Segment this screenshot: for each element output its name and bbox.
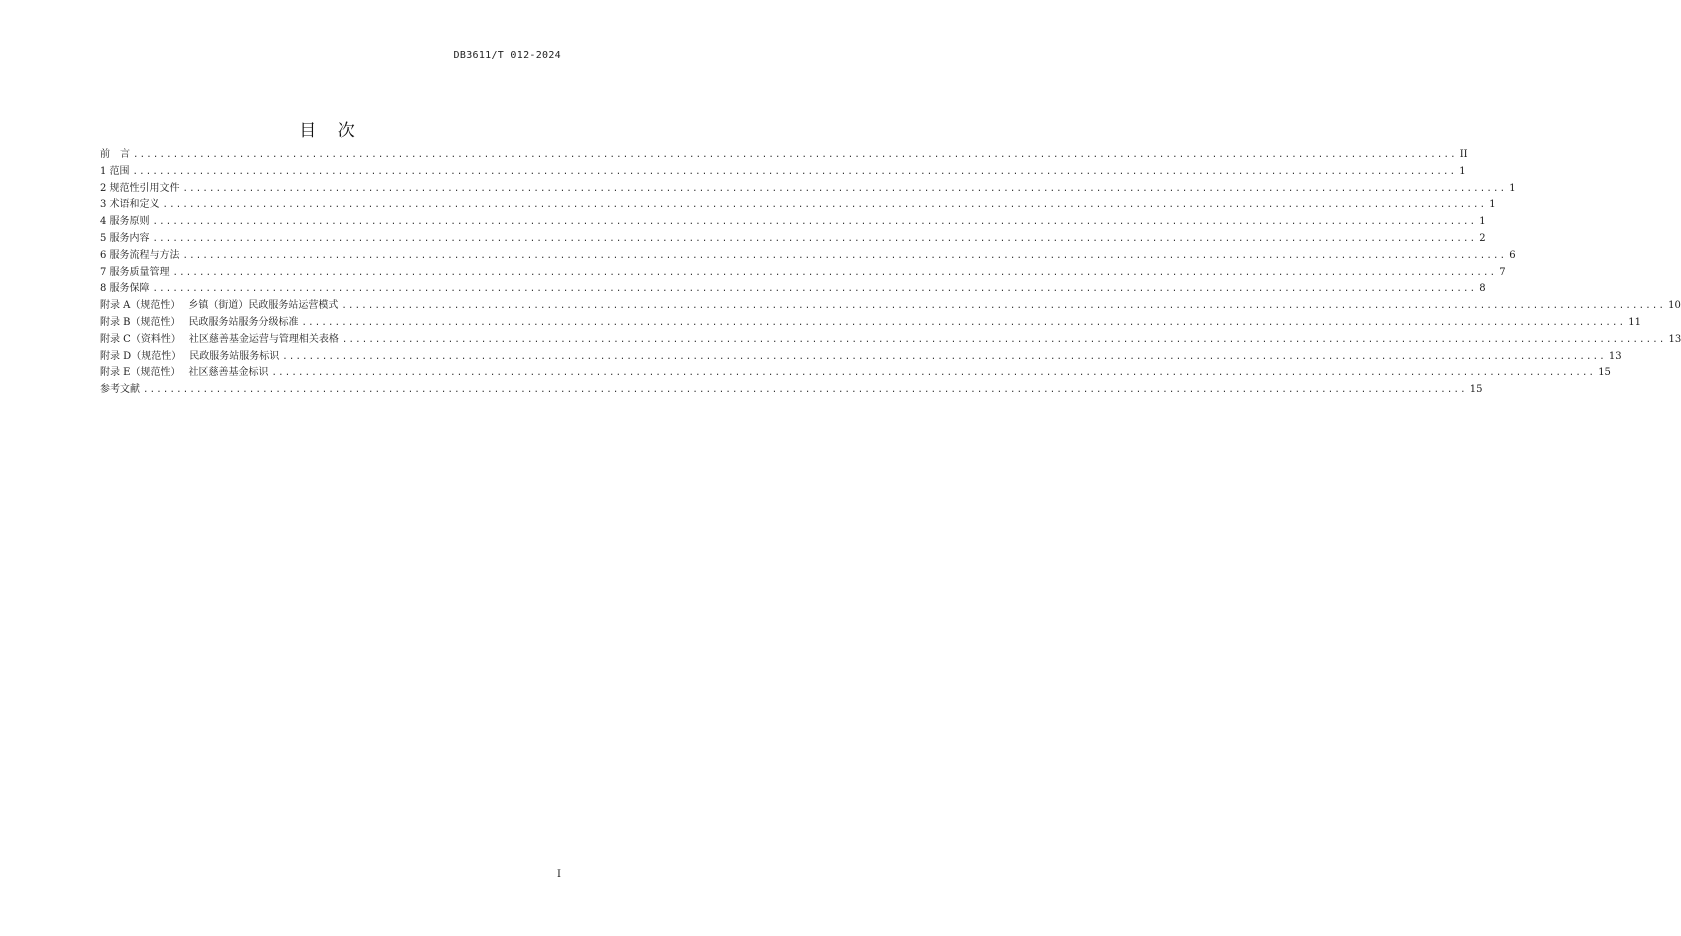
toc-dot-leader: ........................................................................................................................................................................................................ [271,368,1596,379]
toc-dot-leader: ........................................................................................................................................................................................................ [282,351,1606,362]
toc-entry-title: 民政服务站服务分级标准 [188,316,299,328]
toc-entry-title: 乡镇（街道）民政服务站运营模式 [188,300,339,312]
toc-dot-leader: ........................................................................................................................................................................................................ [132,166,1457,177]
toc-entry-label: 附录 C（资料性） 社区慈善基金运营与管理相关表格 [100,333,339,345]
toc-entry-label: 8 服务保障 [100,283,150,295]
toc-entry[interactable] [100,181,1516,198]
toc-dot-leader: ........................................................................................................................................................................................................ [143,385,1467,396]
toc-entry-label: 2 规范性引用文件 [100,182,180,194]
toc-dot-leader: ........................................................................................................................................................................................................ [152,233,1477,244]
toc-entry-label: 6 服务流程与方法 [100,249,180,261]
toc-entry-page: 1 [1479,216,1486,228]
toc-entry-label: 3 术语和定义 [100,199,160,211]
toc-entry[interactable] [100,298,1681,315]
toc-entry-label: 附录 B（规范性） 民政服务站服务分级标准 [100,316,299,328]
toc-entry-label: 附录 A（规范性） 乡镇（街道）民政服务站运营模式 [100,300,339,312]
toc-entry-label: 附录 E（规范性） 社区慈善基金标识 [100,367,269,379]
toc-entry-label: 参考文献 [100,384,140,396]
toc-dot-leader: ........................................................................................................................................................................................................ [133,150,1457,160]
toc-entry-page: 2 [1479,232,1486,244]
toc-entry[interactable] [100,248,1516,265]
toc-entry-page: 10 [1668,300,1681,312]
table-of-contents [100,147,1681,399]
toc-dot-leader: ........................................................................................................................................................................................................ [341,334,1666,345]
toc-entry[interactable] [100,265,1506,282]
toc-entry[interactable] [100,197,1496,214]
toc-entry[interactable] [100,382,1483,399]
page-number: I [557,869,561,880]
toc-entry-label: 1 范围 [100,165,130,177]
toc-entry[interactable] [100,332,1681,349]
toc-entry-page: II [1459,149,1468,160]
toc-entry-page: 1 [1459,165,1466,177]
toc-dot-leader: ........................................................................................................................................................................................................ [152,217,1477,228]
page-title: 目 次 [299,121,363,141]
standard-code: DB3611/T 012-2024 [453,50,561,61]
toc-entry-page: 13 [1668,333,1681,345]
toc-entry[interactable] [100,147,1468,164]
toc-entry[interactable] [100,164,1466,181]
toc-entry-title: 民政服务站服务标识 [189,350,280,362]
toc-dot-leader: ........................................................................................................................................................................................................ [182,250,1507,261]
toc-entry-page: 8 [1479,283,1486,295]
toc-entry-label: 前 言 [100,149,130,160]
toc-entry-page: 15 [1598,367,1611,379]
toc-entry-page: 1 [1489,199,1496,211]
toc-entry-title: 社区慈善基金标识 [188,367,269,379]
toc-entry-label: 附录 D（规范性） 民政服务站服务标识 [100,350,280,362]
toc-entry-title: 社区慈善基金运营与管理相关表格 [188,333,339,345]
toc-dot-leader: ........................................................................................................................................................................................................ [341,301,1666,312]
toc-entry-page: 15 [1469,384,1483,396]
toc-dot-leader: ........................................................................................................................................................................................................ [172,267,1497,278]
toc-entry[interactable] [100,365,1611,382]
toc-dot-leader: ........................................................................................................................................................................................................ [152,284,1477,295]
toc-entry[interactable] [100,315,1641,332]
toc-entry-label: 4 服务原则 [100,216,150,228]
toc-entry[interactable] [100,214,1486,231]
toc-entry-label: 5 服务内容 [100,232,150,244]
toc-dot-leader: ........................................................................................................................................................................................................ [301,317,1626,328]
toc-dot-leader: ........................................................................................................................................................................................................ [162,200,1487,211]
toc-entry-page: 11 [1628,316,1641,328]
toc-entry[interactable] [100,281,1486,298]
toc-entry-page: 7 [1499,266,1506,278]
toc-entry-page: 6 [1509,249,1516,261]
toc-entry[interactable] [100,231,1486,248]
toc-dot-leader: ........................................................................................................................................................................................................ [182,183,1507,194]
toc-entry-label: 7 服务质量管理 [100,266,170,278]
toc-entry-page: 1 [1509,182,1516,194]
toc-entry-page: 13 [1608,350,1622,362]
toc-entry[interactable] [100,349,1622,366]
